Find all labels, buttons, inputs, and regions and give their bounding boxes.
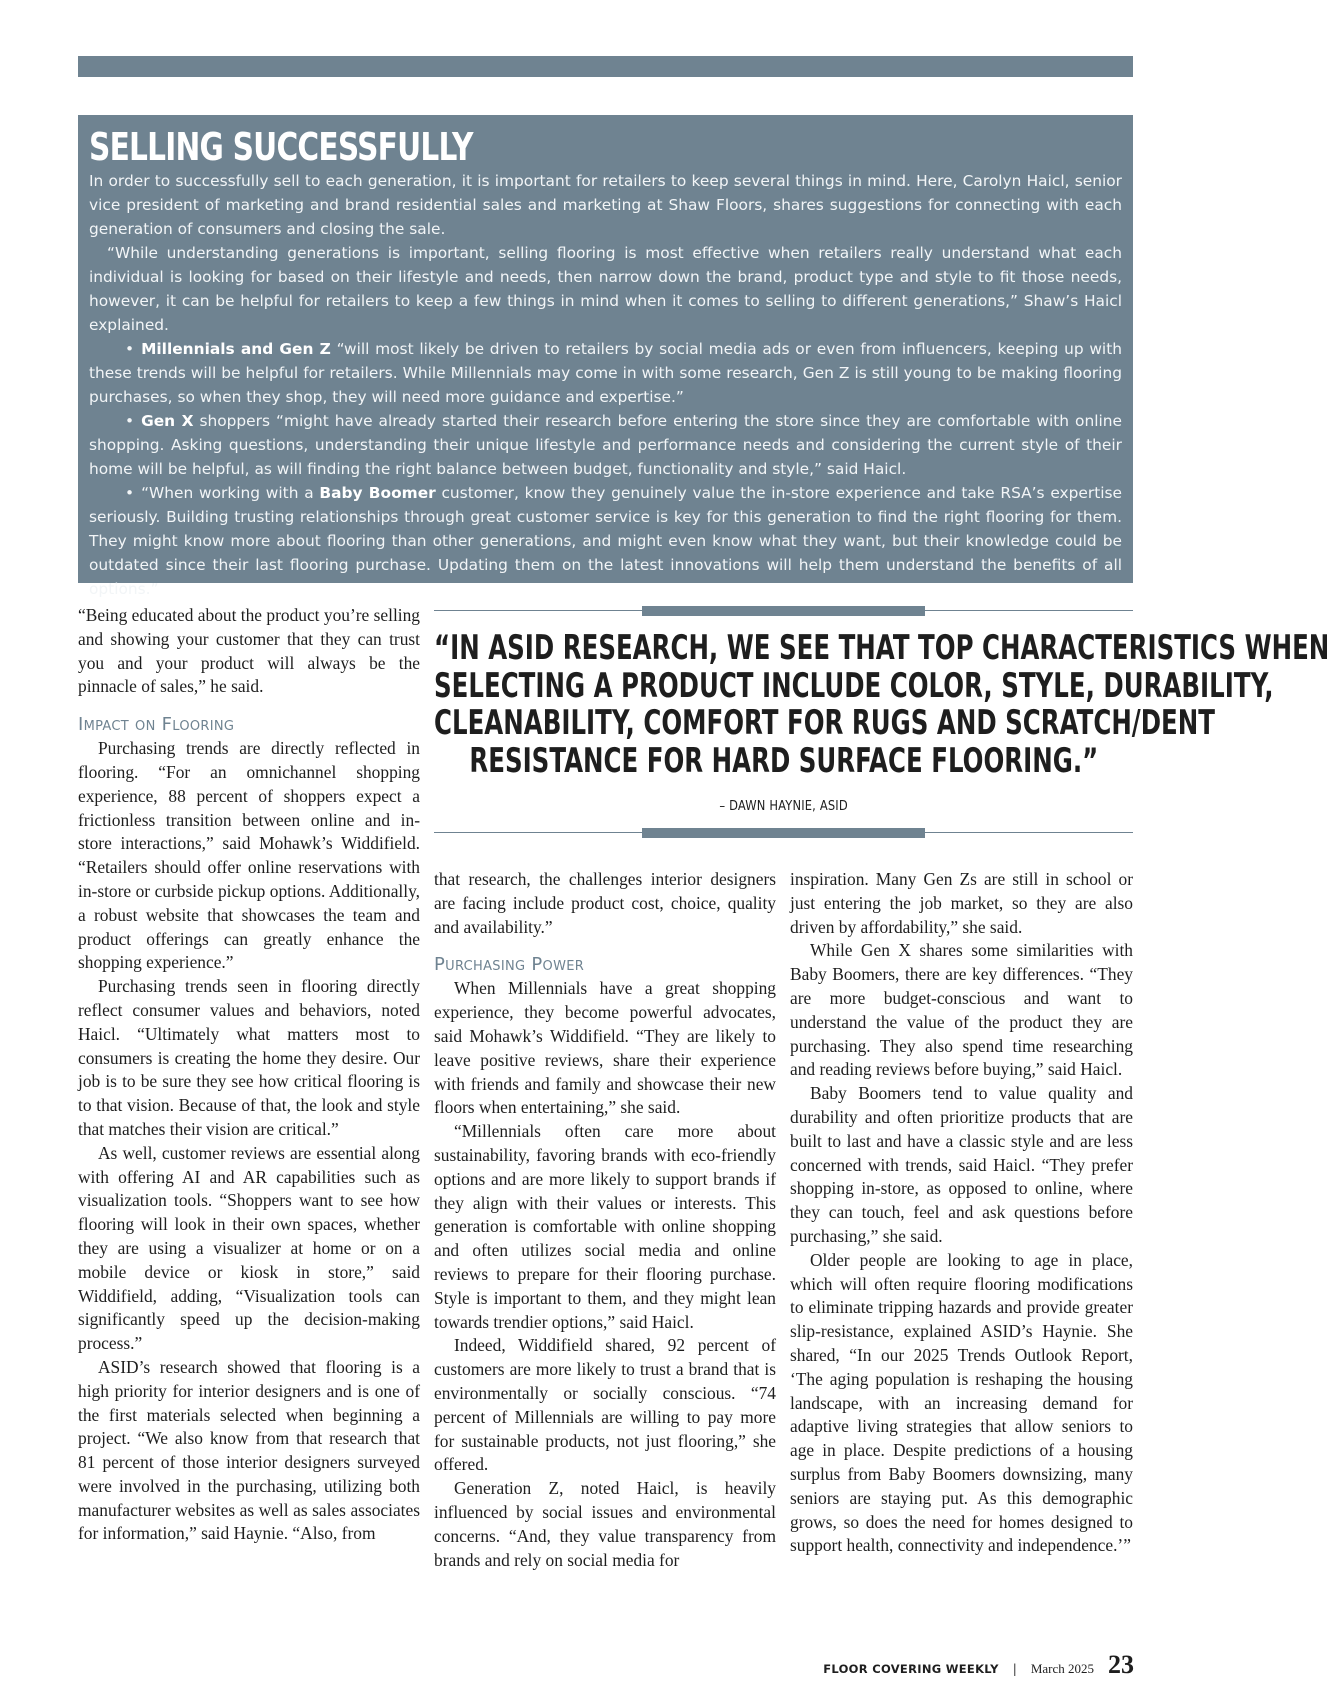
pull-quote-line: RESISTANCE FOR HARD SURFACE FLOORING.” bbox=[469, 740, 1098, 781]
top-decorative-bar bbox=[78, 56, 1133, 77]
pull-quote-text bbox=[433, 628, 1329, 781]
page-footer bbox=[823, 1650, 1134, 1678]
article-paragraph: Generation Z, noted Haicl, is heavily influenced by social issues and environmental concerns. “And, they value transparency from brands and rely on social media for bbox=[434, 1478, 776, 1570]
sidebar-bullet-genx bbox=[89, 409, 1122, 481]
section-heading-purchasing-power: Purchasing Power bbox=[434, 954, 585, 976]
article-paragraph: Purchasing trends are directly reflected in flooring. “For an omnichannel shopping experience, 88 percent of shoppers expect a frictionless transition between online and in-store interactions,” said Mohawk’s Widdifield. “Retailers should offer online reservations with in-store or curbside pickup options. Additionally, a robust website that showcases the team and product offerings can greatly enhance the shopping experience.” bbox=[78, 738, 420, 973]
publication-name: FLOOR COVERING WEEKLY bbox=[823, 1662, 999, 1676]
bullet-icon: • bbox=[125, 340, 135, 358]
article-paragraph: Baby Boomers tend to value quality and durability and often prioritize products that are built to last and have a classic style and are less concerned with trends, said Haicl. “They prefer shopping in-store, as opposed to online, where they can touch, feel and ask questions before purchasing,” she said. bbox=[790, 1083, 1133, 1246]
bullet-prefix: “When working with a bbox=[141, 484, 320, 502]
page-number: 23 bbox=[1108, 1650, 1134, 1679]
pull-quote-bar-top bbox=[642, 606, 925, 616]
bullet-icon: • bbox=[125, 412, 135, 430]
article-paragraph: “Being educated about the product you’re selling and showing your customer that they can trust you and your product will always be the pinnacle of sales,” he said. bbox=[78, 605, 420, 697]
bullet-text: “will most likely be driven to retailers by social media ads or even from influencers, keeping up with these trends will be helpful for retailers. While Millennials may come in with some research, Gen Z is still young to be making flooring purchases, so when they shop, they will need more guidance and expertise.” bbox=[89, 340, 1122, 406]
bullet-label: Gen X bbox=[141, 412, 194, 430]
pull-quote-line: “IN ASID RESEARCH, WE SEE THAT TOP CHARACTERISTICS WHEN bbox=[433, 628, 1329, 668]
article-paragraph: While Gen X shares some similarities with Baby Boomers, there are key differences. “They are more budget-conscious and want to understand the value of the product they are purchasing. They also spend time researching and reading reviews before buying,” said Haicl. bbox=[790, 940, 1133, 1080]
pull-quote-line: CLEANABILITY, COMFORT FOR RUGS AND SCRATCH/DENT bbox=[433, 703, 1215, 743]
article-paragraph: As well, customer reviews are essential along with offering AI and AR capabilities such as visualization tools. “Shoppers want to see how flooring will look in their own spaces, whether they are using a visualizer at home or on a mobile device or kiosk in store,” said Widdifield, adding, “Visualization tools can significantly speed up the decision-making process.” bbox=[78, 1142, 420, 1354]
sidebar-bullet-boomers bbox=[89, 481, 1122, 601]
article-column-right bbox=[790, 868, 1133, 1558]
sidebar-quote: “While understanding generations is important, selling flooring is most effective when retailers really understand what each individual is looking for based on their lifestyle and needs, then narrow down the brand, product type and style to fit those needs, however, it can be helpful for retailers to keep a few things in mind when it comes to selling to different generations,” Shaw’s Haicl explained. bbox=[89, 244, 1122, 334]
footer-separator: | bbox=[1012, 1662, 1017, 1676]
sidebar-bullet-millennials bbox=[89, 337, 1122, 409]
article-paragraph: inspiration. Many Gen Zs are still in school or just entering the job market, so they are also driven by affordability,” she said. bbox=[790, 869, 1133, 937]
article-paragraph: Purchasing trends seen in flooring directly reflect consumer values and behaviors, noted Haicl. “Ultimately what matters most to consumers is creating the home they desire. Our job is to be sure they see how critical flooring is to that vision. Because of that, the look and style that matches their vision are critical.” bbox=[78, 976, 420, 1139]
sidebar-intro: In order to successfully sell to each generation, it is important for retailers to keep several things in mind. Here, Carolyn Haicl, senior vice president of marketing and brand residential sales and marketing at Shaw Floors, shares suggestions for connecting with each generation of consumers and closing the sale. bbox=[89, 172, 1122, 238]
pull-quote-line: SELECTING A PRODUCT INCLUDE COLOR, STYLE, DURABILITY, bbox=[433, 665, 1274, 706]
article-paragraph: Indeed, Widdifield shared, 92 percent of customers are more likely to trust a brand that is environmentally or socially conscious. “74 percent of Millennials are willing to pay more for sustainable products, not just flooring,” she offered. bbox=[434, 1335, 776, 1475]
article-column-left bbox=[78, 604, 420, 1546]
article-paragraph: Older people are looking to age in place, which will often require flooring modifications to eliminate tripping hazards and provide greater slip-resistance, explained ASID’s Haynie. She shared, “In our 2025 Trends Outlook Report, ‘The aging population is reshaping the housing landscape, with an increasing demand for adaptive living strategies that allow seniors to age in place. Despite predictions of a housing surplus from Baby Boomers downsizing, many seniors are staying put. As this demographic grows, so does the need for homes designed to support health, connectivity and independence.’” bbox=[790, 1249, 1133, 1556]
bullet-icon: • bbox=[125, 484, 135, 502]
article-paragraph: When Millennials have a great shopping experience, they become powerful advocates, said Mohawk’s Widdifield. “They are likely to leave positive reviews, share their experience with friends and family and showcase their new floors when entertaining,” she said. bbox=[434, 978, 776, 1118]
bullet-label: Baby Boomer bbox=[319, 484, 436, 502]
article-paragraph: “Millennials often care more about sustainability, favoring brands with eco-friendly options and are more likely to support brands if they align with their values or interests. This generation is comfortable with online shopping and often utilizes social media and online reviews to prepare for their flooring purchase. Style is important to them, and they might lean towards trendier options,” said Haicl. bbox=[434, 1121, 776, 1332]
pull-quote bbox=[433, 606, 1329, 842]
bullet-text: shoppers “might have already started their research before entering the store since they are comfortable with online shopping. Asking questions, understanding their unique lifestyle and performance needs and considering the current style of their home will be helpful, as will finding the right balance between budget, functionality and style,” said Haicl. bbox=[89, 412, 1122, 478]
pull-quote-bar-bottom bbox=[642, 828, 925, 838]
bullet-text: customer, know they genuinely value the in-store experience and take RSA’s expertise seriously. Building trusting relationships through great customer service is key for this generation to find the right flooring for them. They might know more about flooring than other generations, and might even know what they want, but their knowledge could be outdated since their last flooring purchase. Updating them on the latest innovations will help them understand the benefits of all options.” bbox=[89, 484, 1122, 598]
article-paragraph: that research, the challenges interior designers are facing include product cost, choice, quality and availability.” bbox=[434, 869, 776, 937]
article-paragraph: ASID’s research showed that flooring is a high priority for interior designers and is one of the first materials selected when beginning a project. “We also know from that research that 81 percent of those interior designers surveyed were involved in the purchasing, utilizing both manufacturer websites as well as sales associates for information,” said Haynie. “Also, from bbox=[78, 1356, 420, 1544]
issue-date: March 2025 bbox=[1030, 1661, 1094, 1676]
article-column-middle bbox=[434, 868, 776, 1572]
pull-quote-attribution bbox=[434, 798, 1133, 814]
attribution-text: – DAWN HAYNIE, ASID bbox=[719, 798, 848, 814]
sidebar-title: SELLING SUCCESSFULLY bbox=[89, 125, 473, 169]
bullet-label: Millennials and Gen Z bbox=[141, 340, 331, 358]
section-heading-impact-on-flooring: Impact on Flooring bbox=[78, 714, 235, 736]
sidebar-box bbox=[78, 115, 1133, 598]
